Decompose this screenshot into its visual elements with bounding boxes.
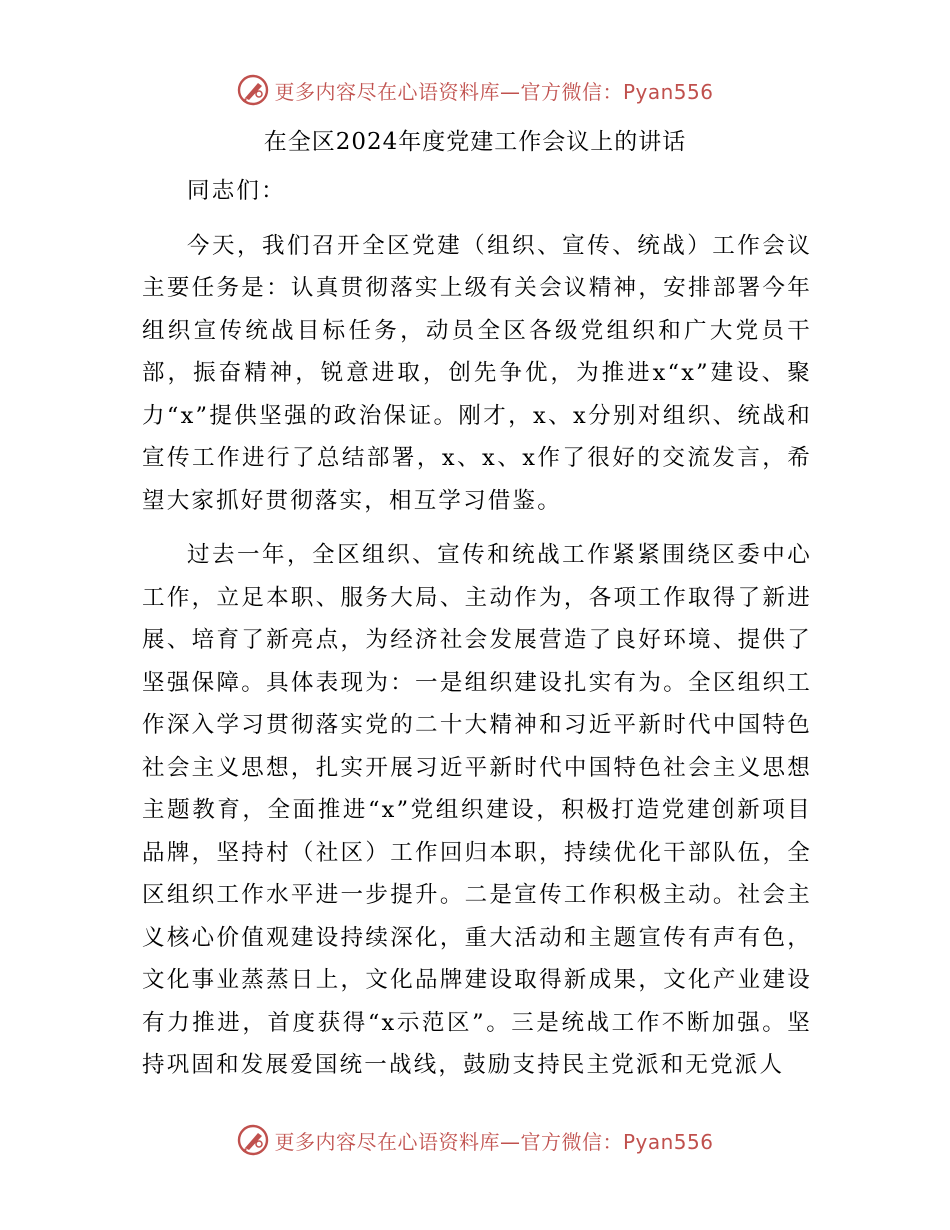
watermark-header: [0, 70, 950, 110]
watermark-footer: [0, 1120, 950, 1160]
document-body: [142, 170, 812, 1087]
pen-logo-icon: [236, 73, 270, 107]
pen-logo-icon: [236, 1123, 270, 1157]
watermark-text: 更多内容尽在心语资料库—官方微信：Pyan556: [274, 79, 714, 104]
paragraph: 今天，我们召开全区党建（组织、宣传、统战）工作会议主要任务是：认真贯彻落实上级有关会议精神，安排部署今年组织宣传统战目标任务，动员全区各级党组织和广大党员干部，振奋精神，锐意进取，创先争优，为推进x“x”建设、聚力“x”提供坚强的政治保证。刚才，x、x分别对组织、统战和宣传工作进行了总结部署，x、x、x作了很好的交流发言，希望大家抓好贯彻落实，相互学习借鉴。: [142, 232, 812, 514]
salutation: 同志们：: [187, 178, 286, 204]
document-title: 在全区2024年度党建工作会议上的讲话: [263, 129, 687, 155]
watermark-text: 更多内容尽在心语资料库—官方微信：Pyan556: [274, 1129, 714, 1154]
paragraph: 过去一年，全区组织、宣传和统战工作紧紧围绕区委中心工作，立足本职、服务大局、主动作为，各项工作取得了新进展、培育了新亮点，为经济社会发展营造了良好环境、提供了坚强保障。具体表现为：一是组织建设扎实有为。全区组织工作深入学习贯彻落实党的二十大精神和习近平新时代中国特色社会主义思想，扎实开展习近平新时代中国特色社会主义思想主题教育，全面推进“x”党组织建设，积极打造党建创新项目品牌，坚持村（社区）工作回归本职，持续优化干部队伍，全区组织工作水平进一步提升。二是宣传工作积极主动。社会主义核心价值观建设持续深化，重大活动和主题宣传有声有色，文化事业蒸蒸日上，文化品牌建设取得新成果，文化产业建设有力推进，首度获得“x示范区”。三是统战工作不断加强。坚持巩固和发展爱国统一战线，鼓励支持民主党派和无党派人: [142, 542, 812, 1078]
